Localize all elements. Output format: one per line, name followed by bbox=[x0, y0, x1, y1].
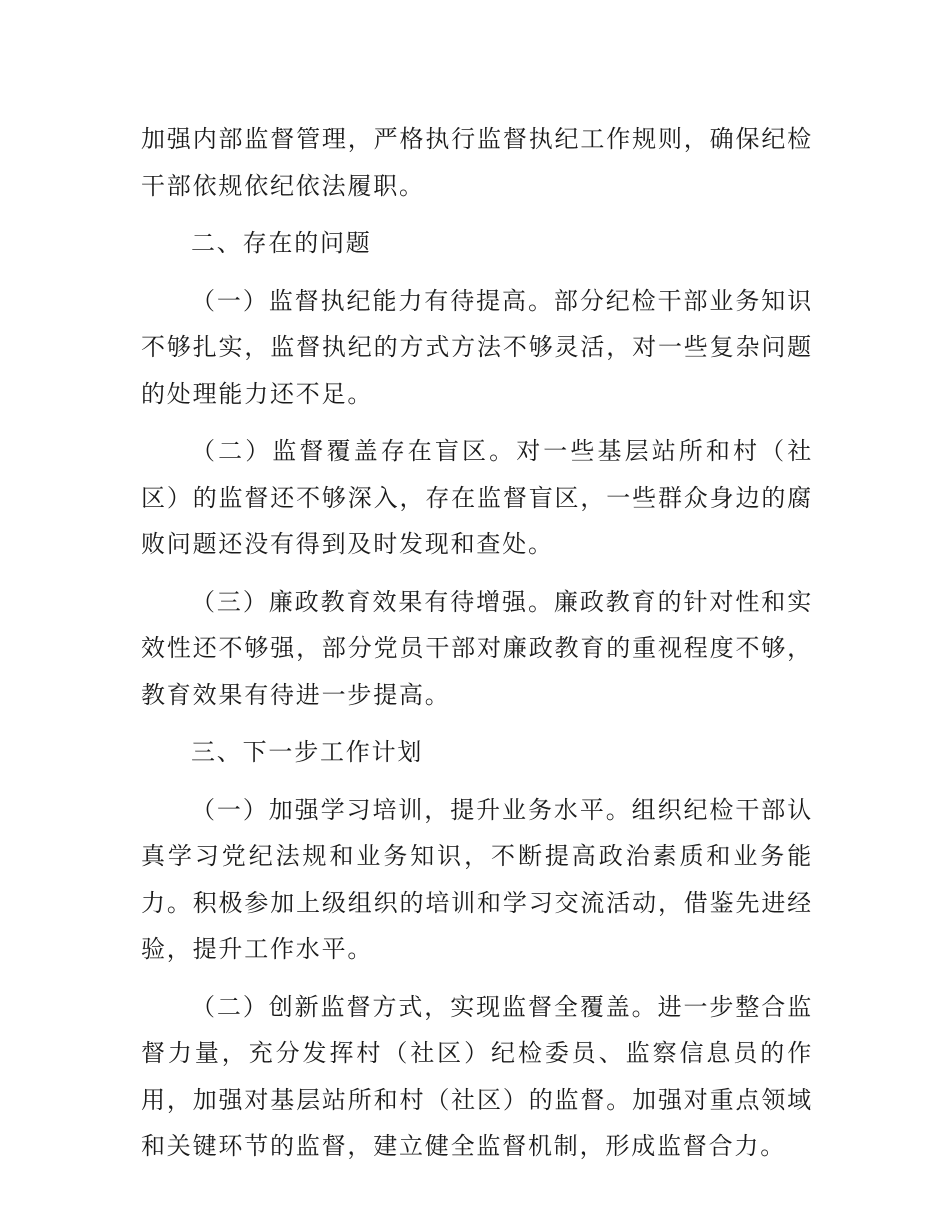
section-heading-next-plan: 三、下一步工作计划 bbox=[191, 738, 424, 766]
document-body bbox=[141, 116, 813, 1181]
paragraph-plan-2: （二）创新监督方式，实现监督全覆盖。进一步整合监督力量，充分发挥村（社区）纪检委员、监察信息员的作用，加强对基层站所和村（社区）的监督。加强对重点领域和关键环节的监督，建立健全监督机制，形成监督合力。 bbox=[141, 992, 813, 1160]
paragraph-problem-1: （一）监督执纪能力有待提高。部分纪检干部业务知识不够扎实，监督执纪的方式方法不够灵活，对一些复杂问题的处理能力还不足。 bbox=[141, 286, 813, 408]
paragraph-continuation: 加强内部监督管理，严格执行监督执纪工作规则，确保纪检干部依规依纪依法履职。 bbox=[141, 125, 813, 200]
section-heading-problems: 二、存在的问题 bbox=[191, 229, 372, 257]
paragraph-plan-1: （一）加强学习培训，提升业务水平。组织纪检干部认真学习党纪法规和业务知识，不断提高政治素质和业务能力。积极参加上级组织的培训和学习交流活动，借鉴先进经验，提升工作水平。 bbox=[141, 795, 813, 963]
paragraph-problem-2: （二）监督覆盖存在盲区。对一些基层站所和村（社区）的监督还不够深入，存在监督盲区，一些群众身边的腐败问题还没有得到及时发现和查处。 bbox=[141, 437, 813, 558]
paragraph-problem-3: （三）廉政教育效果有待增强。廉政教育的针对性和实效性还不够强，部分党员干部对廉政教育的重视程度不够，教育效果有待进一步提高。 bbox=[141, 587, 813, 709]
